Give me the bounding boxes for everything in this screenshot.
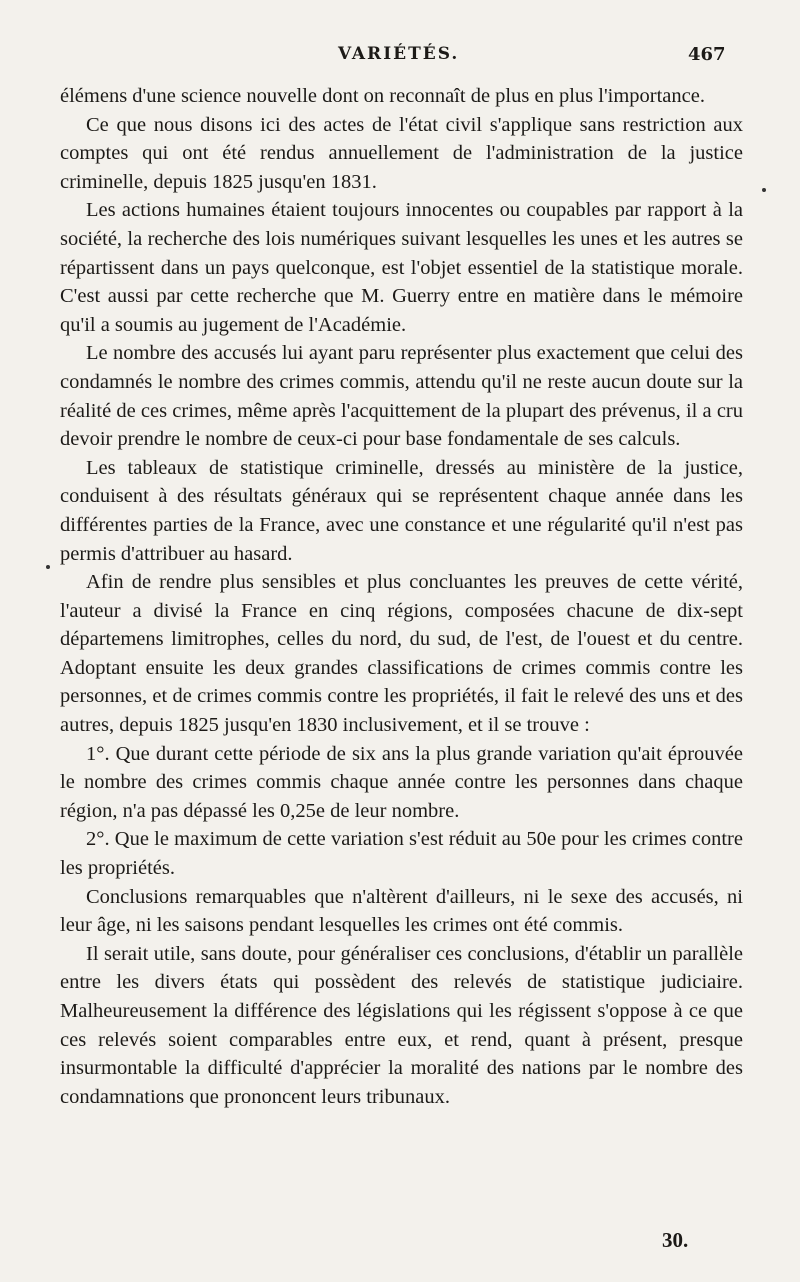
paragraph: Conclusions remarquables que n'altèrent d'ailleurs, ni le sexe des accusés, ni leur âge, ni les saisons pendant lesquelles les crimes ont été commis. — [60, 885, 743, 937]
paragraph: élémens d'une science nouvelle dont on reconnaît de plus en plus l'importance. — [60, 85, 705, 107]
page-number: 467 — [688, 44, 726, 65]
paragraph: 2°. Que le maximum de cette variation s'est réduit au 50e pour les crimes contre les propriétés. — [60, 828, 743, 880]
paragraph: Les tableaux de statistique criminelle, dressés au ministère de la justice, conduisent à des résultats généraux qui se représentent chaque année dans les différentes parties de la France, avec une constance et une régularité qu'il n'est pas permis d'attribuer au hasard. — [60, 456, 743, 565]
paragraph: Ce que nous disons ici des actes de l'état civil s'applique sans restriction aux comptes qui ont été rendus annuellement de l'administration de la justice criminelle, depuis 1825 jusqu'en 1831. — [60, 113, 743, 193]
paragraph: Les actions humaines étaient toujours innocentes ou coupables par rapport à la société, la recherche des lois numériques suivant lesquelles les unes et les autres se répartissent dans un pays quelconque, est l'objet essentiel de la statistique morale. C'est aussi par cette recherche que M. Guerry entre en matière dans le mémoire qu'il a soumis au jugement de l'Académie. — [60, 199, 743, 336]
paragraph: 1°. Que durant cette période de six ans la plus grande variation qu'ait éprouvée le nombre des crimes commis chaque année contre les personnes dans chaque région, n'a pas dépassé les 0,25e de leur nombre. — [60, 742, 743, 822]
running-title: VARIÉTÉS. — [338, 44, 460, 64]
ink-speck — [762, 188, 766, 192]
paragraph: Afin de rendre plus sensibles et plus concluantes les preuves de cette vérité, l'auteur a divisé la France en cinq régions, composées chacune de dix-sept départemens limitrophes, celles du nord, du sud, de l'est, de l'ouest et du centre. Adoptant ensuite les deux grandes classifications de crimes commis contre les personnes, et de crimes commis contre les propriétés, il fait le relevé des uns et des autres, depuis 1825 jusqu'en 1830 inclusivement, et il se trouve : — [60, 571, 743, 737]
page-header — [0, 44, 800, 74]
paragraph: Il serait utile, sans doute, pour généraliser ces conclusions, d'établir un parallèle entre les divers états qui possèdent des relevés de statistique judiciaire. Malheureusement la différence des législations qui les régissent s'oppose à ce que ces relevés soient comparables entre eux, et rend, quant à présent, presque insurmontable la difficulté d'apprécier la moralité des nations par le nombre des condamnations que prononcent leurs tribunaux. — [60, 942, 743, 1108]
paragraph: Le nombre des accusés lui ayant paru représenter plus exactement que celui des condamnés le nombre des crimes commis, attendu qu'il ne reste aucun doute sur la réalité de ces crimes, même après l'acquittement de la plupart des prévenus, il a cru devoir prendre le nombre de ceux-ci pour base fondamentale de ses calculs. — [60, 342, 743, 451]
ink-speck — [46, 565, 50, 569]
signature-mark: 30. — [662, 1228, 689, 1252]
body-text — [60, 82, 743, 1111]
